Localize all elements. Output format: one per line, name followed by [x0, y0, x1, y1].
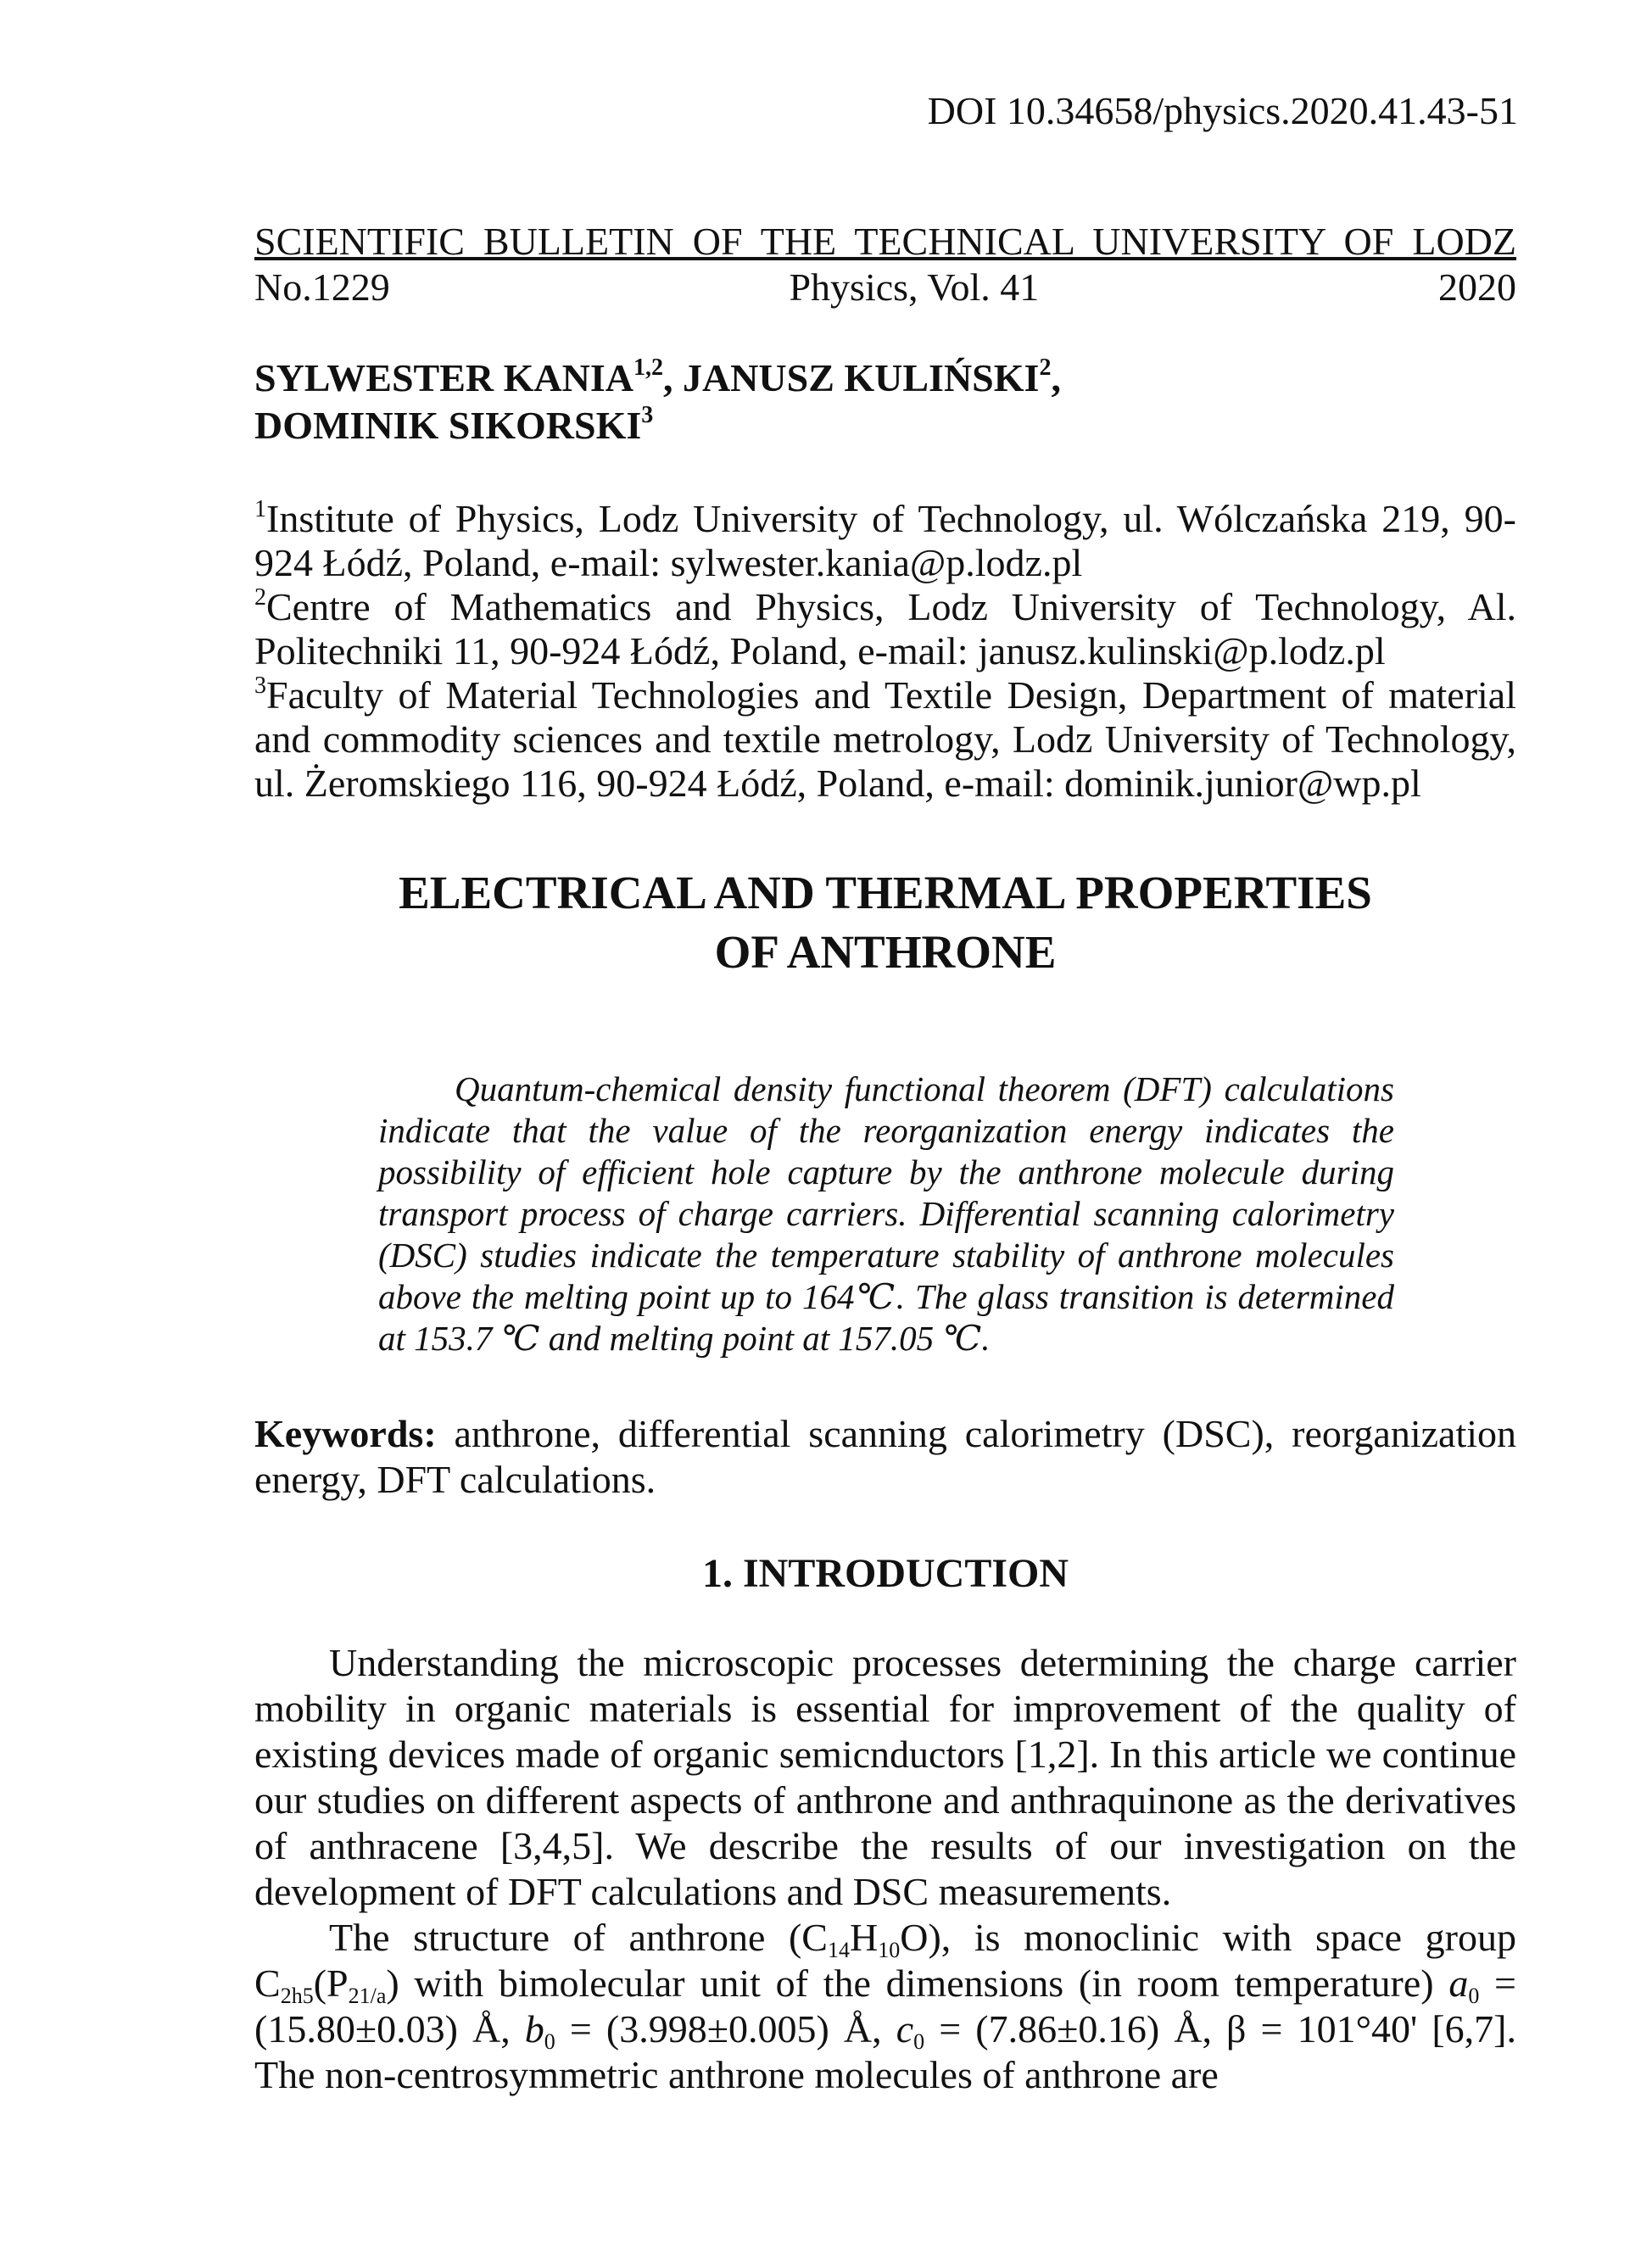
affiliation-text: Faculty of Material Technologies and Textile Design, Department of material and commodity sciences and textile metrology, Lodz University of Technology, ul. Żeromskiego 116, 90-924 Łódź, Poland, e-mail: dominik.junior@wp.pl [254, 673, 1516, 805]
affiliation-3 [254, 673, 1516, 806]
author-list [254, 354, 1516, 449]
body-text [254, 1640, 1516, 2098]
section-heading: 1. INTRODUCTION [701, 1551, 1069, 1596]
affiliation-mark: 2 [254, 584, 266, 611]
paragraph-2: The structure of anthrone $(C_{14}H_{10}O)$, is monoclinic with space group $C_{2h5}(P_{21/a})$ with bimolecular unit of the dimensions (in room temperature) $a_0 = (15.80\pm 0.03)$ Å, $b_0 = (3.998\pm 0.005)$ Å, $c_0 = (7.86\pm 0.16)$ Å, β = 101°40' [6,7]. The non-centrosymmetric anthrone molecules of anthrone are [254, 1916, 1517, 2096]
abstract: Quantum-chemical density functional theorem (DFT) calculations indicate that the value of the reorganization energy indicates the possibility of efficient hole capture by the anthrone molecule during transport process of charge carriers. Differential scanning calorimetry (DSC) studies indicate the temperature stability of anthrone molecules above the melting point up to 164℃. The glass transition is determined at 153.7 ℃ and melting point at 157.05 ℃. [378, 1069, 1394, 1358]
affiliation-2 [254, 585, 1516, 673]
affiliation-text: Institute of Physics, Lodz University of Technology, ul. Wólczańska 219, 90-924 Łódź, Poland, e-mail: sylwester.kania@p.lodz.pl [254, 497, 1516, 584]
keywords-label: Keywords: [254, 1412, 437, 1455]
keywords [254, 1411, 1516, 1503]
journal-number: No.1229 [254, 265, 390, 309]
paragraph-1: Understanding the microscopic processes determining the charge carrier mobility in organic materials is essential for improvement of the quality of existing devices made of organic semicnductors [1,2]. In this article we continue our studies on different aspects of anthrone and anthraquinone as the derivatives of anthracene [3,4,5]. We describe the results of our investigation on the development of DFT calculations and DSC measurements. [254, 1641, 1516, 1913]
journal-header [254, 219, 1516, 310]
journal-issue-row [254, 265, 1516, 310]
affiliation-1 [254, 497, 1516, 585]
affiliations [254, 497, 1516, 806]
journal-volume: Physics, Vol. 41 [789, 265, 1040, 309]
keywords-text: anthrone, differential scanning calorimetry (DSC), reorganization energy, DFT calculations. [254, 1412, 1516, 1501]
author-line-1: SYLWESTER KANIA$^{1,2}$, JANUSZ KULIŃSKI$^2$, [254, 354, 1061, 399]
author-line-2 [254, 402, 1516, 449]
doi: DOI 10.34658/physics.2020.41.43-51 [927, 89, 1518, 132]
affiliation-text: Centre of Mathematics and Physics, Lodz University of Technology, Al. Politechniki 11, 90-924 Łódź, Poland, e-mail: janusz.kulinski@p.lodz.pl [254, 585, 1516, 672]
author-affiliation-mark: 1,2 [633, 354, 663, 381]
paper-title [254, 863, 1516, 982]
author-name: SYLWESTER KANIA [254, 356, 633, 399]
author-affiliation-mark: 2 [1039, 354, 1052, 381]
author-name: DOMINIK SIKORSKI [254, 404, 642, 447]
title-line-1: ELECTRICAL AND THERMAL PROPERTIES [399, 867, 1372, 918]
journal-year: 2020 [1438, 265, 1516, 309]
journal-name: SCIENTIFIC BULLETIN OF THE TECHNICAL UNIVERSITY OF LODZ [254, 220, 1516, 263]
title-line-2: OF ANTHRONE [714, 926, 1057, 978]
author-affiliation-mark: 3 [641, 402, 654, 428]
author-name: JANUSZ KULIŃSKI [682, 356, 1040, 399]
affiliation-mark: 1 [254, 496, 266, 522]
affiliation-mark: 3 [254, 672, 266, 699]
